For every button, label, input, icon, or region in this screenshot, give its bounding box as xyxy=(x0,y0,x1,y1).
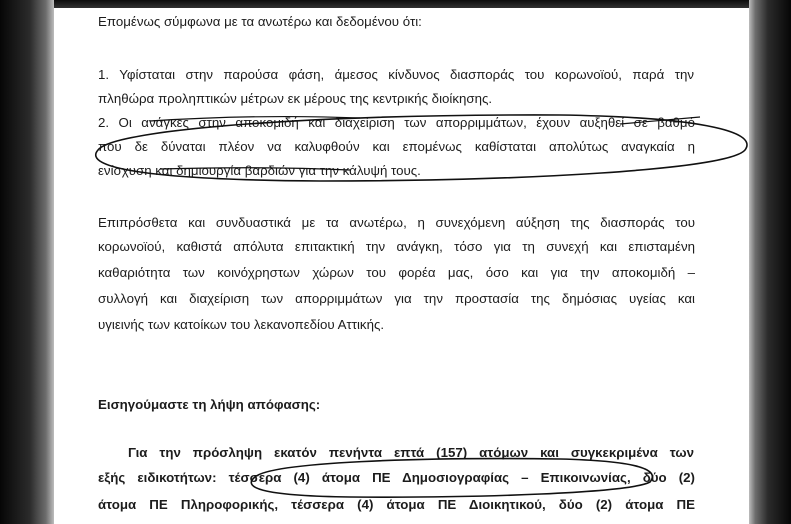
paragraph-line-3: καθαριότητα των κοινόχρηστων χώρων του φορέα μας, όσο και για την αποκομιδή – xyxy=(98,265,695,280)
decision-heading: Εισηγούμαστε τη λήψη απόφασης: xyxy=(98,397,321,412)
point-2-line-1: 2. Οι ανάγκες στην αποκομιδή και διαχείριση των απορριμμάτων, έχουν αυξηθεί σε βαθμό xyxy=(98,115,695,130)
decision-line-2: εξής ειδικοτήτων: τέσσερα (4) άτομα ΠΕ Δημοσιογραφίας – Επικοινωνίας, δύο (2) xyxy=(98,470,695,485)
point-2-line-2: που δε δύναται πλέον να καλυφθούν και επομένως καθίσταται απολύτως αναγκαία η xyxy=(98,139,695,154)
document-page xyxy=(54,8,749,524)
decision-line-3: άτομα ΠΕ Πληροφορικής, τέσσερα (4) άτομα ΠΕ Διοικητικού, δύο (2) άτομα ΠΕ xyxy=(98,497,695,512)
decision-line-1: Για την πρόσληψη εκατόν πενήντα επτά (157) ατόμων και συγκεκριμένα των xyxy=(128,445,694,460)
point-2-line-3: ενίσχυση και δημιουργία βαρδιών για την κάλυψή τους. xyxy=(98,163,421,178)
scan-frame-left xyxy=(0,0,54,524)
paragraph-line-4: συλλογή και διαχείριση των απορριμμάτων για την προστασία της δημόσιας υγείας και xyxy=(98,291,695,306)
point-1-line-1: 1. Υφίσταται στην παρούσα φάση, άμεσος κίνδυνος διασποράς του κορωνοϊού, παρά την xyxy=(98,67,694,82)
paragraph-line-2: κορωνοϊού, καθιστά απόλυτα επιτακτική την ανάγκη, τόσο για τη συνεχή και επισταμένη xyxy=(98,239,695,254)
point-1-line-2: πληθώρα προληπτικών μέτρων εκ μέρους της κεντρικής διοίκησης. xyxy=(98,91,493,106)
intro-text: Επομένως σύμφωνα με τα ανωτέρω και δεδομένου ότι: xyxy=(98,14,422,29)
paragraph-line-1: Επιπρόσθετα και συνδυαστικά με τα ανωτέρω, η συνεχόμενη αύξηση της διασποράς του xyxy=(98,215,695,230)
paragraph-line-5: υγιεινής των κατοίκων του λεκανοπεδίου Αττικής. xyxy=(98,317,385,332)
scan-frame-right xyxy=(749,0,791,524)
